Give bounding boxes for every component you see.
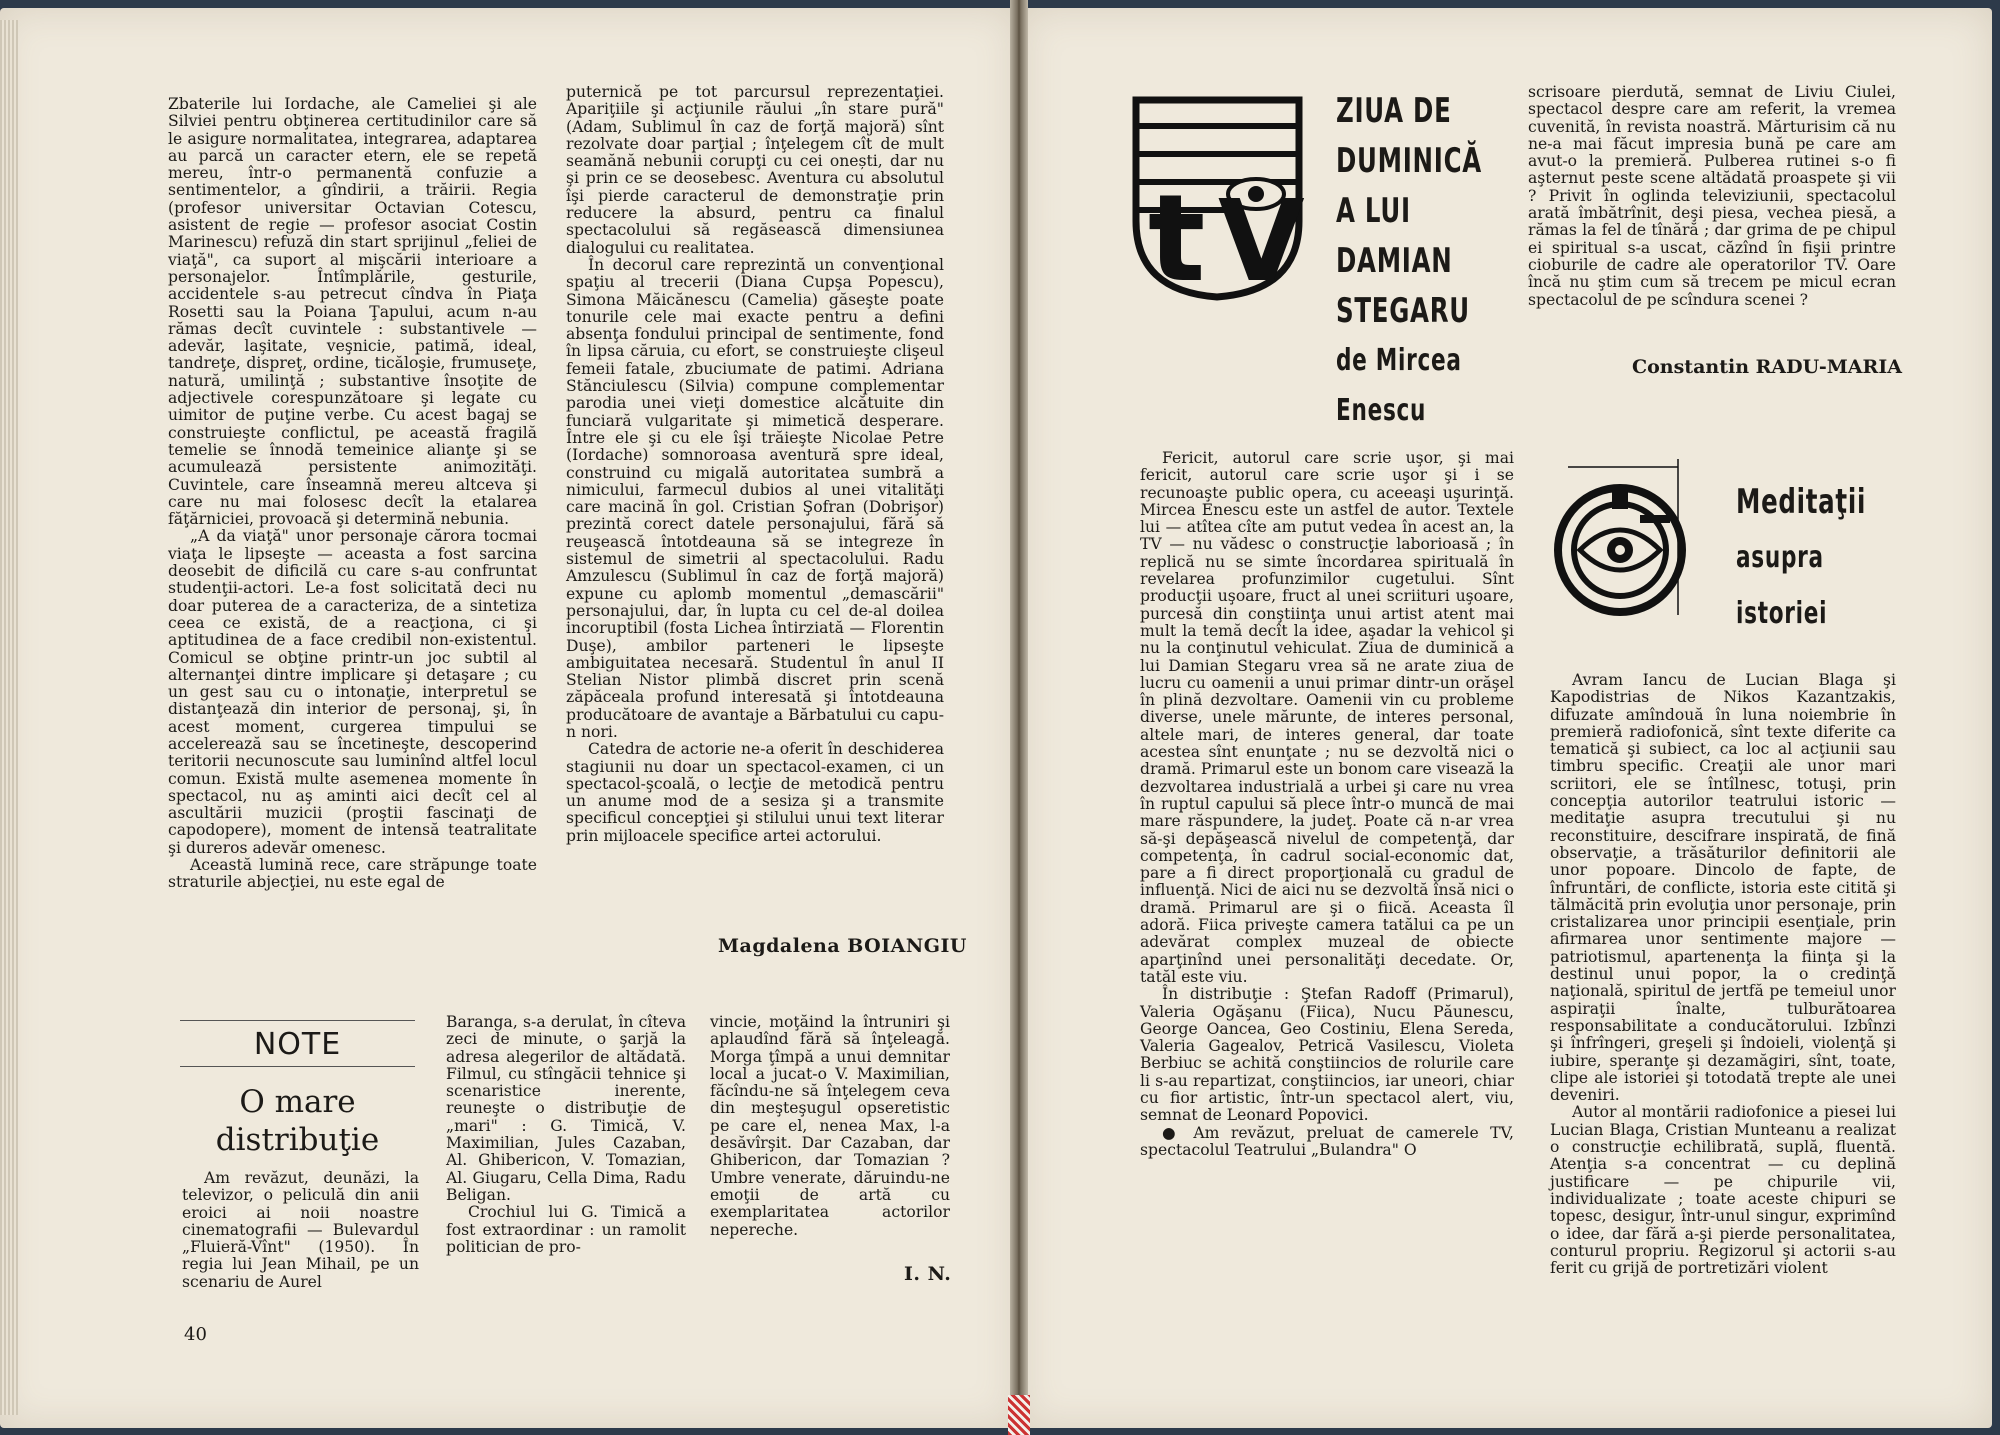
title-line: ZIUA DE	[1336, 91, 1452, 131]
paragraph: În distribuţie : Ştefan Radoff (Primarul), Valeria Ogăşanu (Fiica), Nucu Păunescu, George Oancea, Geo Costiniu, Elena Sereda, Valeria Gagealov, Petrică Vasilescu, Violeta Berbiuc se achită conştiincios de rolurile care li s-au repartizat, conştiincios, iar uneori, chiar cu fior artistic, într-un spectacol alert, viu, semnat de Leonard Popovici.	[1140, 985, 1514, 1125]
tv-eye-logo-icon	[1540, 455, 1720, 620]
note-column-3	[710, 1014, 950, 1239]
left-column-1	[168, 96, 537, 892]
note-section	[180, 1020, 415, 1177]
paragraph: Crochiul lui G. Timică a fost extraordinar : un ramolit politician de pro-	[446, 1203, 686, 1256]
divider	[180, 1066, 415, 1067]
title-line: Enescu	[1336, 393, 1427, 428]
paragraph: Fericit, autorul care scrie uşor, şi mai fericit, autorul care scrie uşor şi i se recunoaşte public opera, cu aceeaşi uşurinţă. Mircea Enescu este un astfel de autor. Textele lui — atîtea cîte am putut vedea în acest an, la TV — nu vădesc o construcţie laborioasă ; în replică nu se simte încordarea spirituală în revelarea profunzimilor cugetului. Sînt producţii uşoare, fruct al unei scriituri uşoare, purcesă din conştiinţa unui artist atent mai mult la temă decît la idee, aşadar la vehicol şi nu la conţinutul vehiculat. Ziua de duminică a lui Damian Stegaru vrea să ne arate ziua de lucru cu oamenii a unui primar dintr-un orăşel în plină dezvoltare. Oamenii vin cu probleme diverse, unele mărunte, de interes personal, altele mari, de interes general, dar toate acestea sînt enunţate ; nu se dezvoltă nici o dramă. Primarul este un bonom care visează la dezvoltarea industrială a urbei şi care nu vrea în ruptul capului să plece într-o muncă de mai mare răspundere, la judeţ. Poate că n-ar vrea să-şi depăşească nivelul de competenţă, dar competenţa, în cadrul social-economic dat, pare a fi direct proporţională cu gradul de influenţă. Nici de aici nu se dezvoltă însă nici o dramă. Primarul are şi o fiică. Aceasta îl adoră. Fiica priveşte camera tatălui ca pe un adevărat complex muzeal de obiecte aparţinînd unei personalităţi decedate. Or, tatăl este viu.	[1140, 449, 1514, 986]
page-number: 40	[184, 1324, 207, 1345]
title-line: DAMIAN	[1336, 241, 1453, 281]
svg-text:t: t	[1148, 170, 1206, 301]
svg-text:V: V	[1218, 177, 1305, 301]
title-line: de Mircea	[1336, 343, 1462, 378]
paragraph: Am revăzut, deunăzi, la televizor, o peliculă din anii eroici ai noii noastre cinematografii — Bulevardul „Fluieră-Vînt" (1950). În regia lui Jean Mihail, pe un scenariu de Aurel	[182, 1169, 419, 1291]
right-column-2-bottom	[1550, 672, 1896, 1277]
title-line: asupra	[1736, 540, 1824, 575]
paragraph: „A da viaţă" unor personaje cărora tocmai viaţa le lipseşte — aceasta a fost sarcina deosebit de dificilă cu care s-au confruntat studenţii-actori. Le-a fost solicitată deci nu doar puterea de a caracteriza, de a sintetiza ceea ce există, de a reacţiona, ci şi aptitudinea de a face credibil non-existentul. Comicul se obţine printr-un joc subtil al alternanţei dintre implicare şi detaşare ; cu un gest sau cu o intonaţie, interpretul se distanţează din interior de personaj, şi, în acest moment, curgerea timpului se accelerează sau se încetineşte, descoperind teritorii necunoscute sau luminînd altfel locul comun. Există multe asemenea momente în spectacol, nu aş aminti aici decît cel al ascultării muzicii (proştii fascinaţi de capodopere), moment de intensă teatralitate şi dureros adevăr omenesc.	[168, 527, 537, 857]
note-label: NOTE	[253, 1027, 342, 1062]
paragraph: Baranga, s-a derulat, în cîteva zeci de minute, o şarjă la adresa alegerilor de altădată. Filmul, cu stîngăcii tehnice şi scenaristice inerente, reuneşte o distribuţie de „mari" : G. Timică, V. Maximilian, Jules Cazaban, Al. Ghibericon, V. Tomazian, Al. Giugaru, Cella Dima, Radu Beligan.	[446, 1013, 686, 1204]
tv-logo-icon	[1130, 96, 1305, 301]
right-column-2-top	[1528, 84, 1896, 309]
page-edges	[0, 20, 18, 1415]
title-line: Meditaţii	[1736, 482, 1867, 522]
paragraph: scrisoare pierdută, semnat de Liviu Ciulei, spectacol despre care am referit, la vremea cuvenită, în revista noastră. Mărturisim că nu ne-a mai făcut impresia bună pe care am avut-o la premieră. Pulberea rutinei s-o fi aşternut peste scene altădată proaspete şi vii ? Privit în oglinda televiziunii, spectacolul arată îmbătrînit, deşi piesa, vechea piesă, a rămas la fel de tînără ; dar grima de pe chipul ei spiritual s-a uscat, căzînd în fişii printre cioburile de cadre ale operatorilor TV. Oare încă nu ştim cum să trecem pe micul ecran spectacolul de pe scîndura scenei ?	[1528, 83, 1896, 309]
paragraph: Avram Iancu de Lucian Blaga şi Kapodistrias de Nikos Kazantzakis, difuzate amîndouă în luna noiembrie în premieră radiofonică, sînt texte diferite ca tematică şi subiect, ca loc al acţiunii sau timbru specific. Creaţii ale unor mari scriitori, ele se întîlnesc, totuşi, prin concepţia autorilor teatrului istoric — meditaţie asupra trecutului şi nu reconstituire, descifrare inspirată, de fină observaţie, a trăsăturilor definitorii ale unor popoare. Dincolo de fapte, de înfruntări, de conflicte, istoria este citită şi tălmăcită prin evoluţia unor personaje, prin cristalizarea unor principii esenţiale, prin afirmarea unor sentimente majore — patriotismul, apartenenţa la fiinţa şi la destinul unui popor, la o credinţă naţională, spiritul de jertfă pe temeiul unor aspiraţii înalte, tulburătoarea responsabilitate a conducătorului. Izbînzi şi înfrîngeri, greşeli şi îndoieli, violenţă şi iubire, speranţe şi dezamăgiri, sînt, toate, clipe ale istoriei şi totodată trepte ale unei deveniri.	[1550, 671, 1896, 1105]
paragraph: Catedra de actorie ne-a oferit în deschiderea stagiunii nu doar un spectacol-examen, ci un spectacol-şcoală, o lecţie de metodică pentru un anume mod de a sesiza şi a transmite specificul concepţiei şi stilului unui text literar prin mijloacele specifice artei actorului.	[566, 740, 944, 845]
title-line: istoriei	[1736, 596, 1828, 631]
note-column-1	[182, 1170, 419, 1291]
paragraph: Autor al montării radiofonice a piesei lui Lucian Blaga, Cristian Munteanu a realizat o construcţie echilibrată, suplă, fluentă. Atenţia s-a concentrat — cu deplină justificare — pe chipurile vii, individualizate ; toate aceste chipuri se topesc, desigur, într-unul singur, exprimînd o idee, dar fără a-şi pierde personalitatea, conturul propriu. Regizorul şi actorii s-au ferit cu grijă de portretizări violent	[1550, 1103, 1896, 1278]
divider	[180, 1020, 415, 1021]
feature2-title	[1736, 474, 1866, 642]
signature: Constantin RADU-MARIA	[1632, 356, 1902, 378]
left-column-2	[566, 84, 944, 845]
signature: Magdalena BOIANGIU	[718, 935, 967, 957]
title-line: DUMINICĂ	[1336, 141, 1482, 181]
paragraph: ● Am revăzut, preluat de camerele TV, spectacolul Teatrului „Bulandra" O	[1140, 1123, 1514, 1159]
feature-title	[1336, 86, 1482, 436]
paragraph: Această lumină rece, care străpunge toate straturile abjecţiei, nu este egal de	[168, 856, 537, 892]
note-signature: I. N.	[904, 1263, 952, 1285]
title-line: A LUI	[1336, 191, 1411, 231]
right-column-1	[1140, 450, 1514, 1159]
paragraph: Zbaterile lui Iordache, ale Cameliei şi ale Silviei pentru obţinerea certitudinilor care să le asigure normalitatea, integrarea, adaptarea au parcă un caracter etern, ele se repetă mereu, într-o permanentă confuzie a sentimentelor, a gîndirii, a trăirii. Regia (profesor universitar Octavian Cotescu, asistent de regie — profesor asociat Costin Marinescu) refuză din start sprijinul „feliei de viaţă", ca suport al mişcării interioare a personajelor. Întîmplările, gesturile, accidentele s-au petrecut cîndva în Piaţa Rosetti sau la Poiana Ţapului, acum n-au rămas decît cuvintele : substantivele — adevăr, laşitate, veşnicie, patimă, ideal, tandreţe, dispreţ, ordine, ticăloşie, frumuseţe, natură, umilinţă ; substantive însoţite de adjectivele corespunzătoare şi legate cu uimitor de puţine verbe. Cu acest bagaj se construieşte conflictul, pe această fragilă temelie se înnodă temeinice alianţe şi se acumulează persistente animozităţi. Cuvintele, care înseamnă mereu altceva şi care nu mai folosesc decît la etalarea făţărniciei, provoacă şi determină nebunia.	[168, 95, 537, 529]
title-line: STEGARU	[1336, 291, 1470, 331]
book-binding	[1010, 0, 1028, 1435]
paragraph: vincie, moţăind la întruniri şi aplaudînd fără să înţeleagă. Morga ţîmpă a unui demnitar local a jucat-o V. Maximilian, făcîndu-ne să înţelegem ceva din meşteşugul opseretistic pe care el, nenea Max, l-a desăvîrşit. Dar Cazaban, dar Ghibericon, dar Tomazian ? Umbre venerate, dăruindu-ne emoţii de artă cu exemplaritatea actorilor nepereche.	[710, 1013, 950, 1239]
note-title: O mare distribuţie	[215, 1084, 380, 1158]
paragraph: puternică pe tot parcursul reprezentaţiei. Apariţiile şi acţiunile răului „în stare pură" (Adam, Sublimul în caz de forţă majoră) sînt rezolvate doar parţial ; înţelegem cît de mult seamănă nebunii corupţi cu cei onești, dar nu şi prin ce se deosebesc. Aventura cu absolutul îşi pierde caracterul de demonstraţie prin reducere la absurd, pentru ca finalul spectacolului să regăsească dimensiunea dialogului cu realitatea.	[566, 83, 944, 257]
binding-thread	[1008, 1395, 1030, 1435]
paragraph: În decorul care reprezintă un convenţional spaţiu al trecerii (Diana Cupşa Popescu), Simona Măicănescu (Camelia) găseşte poate tonurile cele mai exacte pentru a defini absenţa fondului principal de sentimente, fond în lipsa căruia, cu efort, se construieşte clişeul femeii fatale, zbuciumate de patimi. Adriana Stănciulescu (Silvia) compune complementar parodia unei vieţi domestice alcătuite din funciară vulgaritate şi mimetică desperare. Între ele şi cu ele îşi trăieşte Nicolae Petre (Iordache) somnoroasa aventură spre ideal, construind cu migală autoritatea sumbră a nimicului, farmecul dubios al unei vitalităţi care macină în gol. Cristian Şofran (Dobrişor) prezintă corect datele personajului, fără să reuşească întotdeauna să se integreze în sistemul de simetrii al spectacolului. Radu Amzulescu (Sublimul în caz de forţă majoră) expune cu aplomb momentul „demascării" personajului, dar, în lupta cu cel de-al doilea incoruptibil (fosta Lichea întirziată — Florentin Duşe), ambilor parteneri le lipseşte ambiguitatea necesară. Studentul în anul II Stelian Nistor plimbă discret prin scenă zăpăceala profund interesată şi întotdeauna producătoare de avantaje a Bărbatului cu capu-n nori.	[566, 255, 944, 741]
note-column-2	[446, 1014, 686, 1256]
